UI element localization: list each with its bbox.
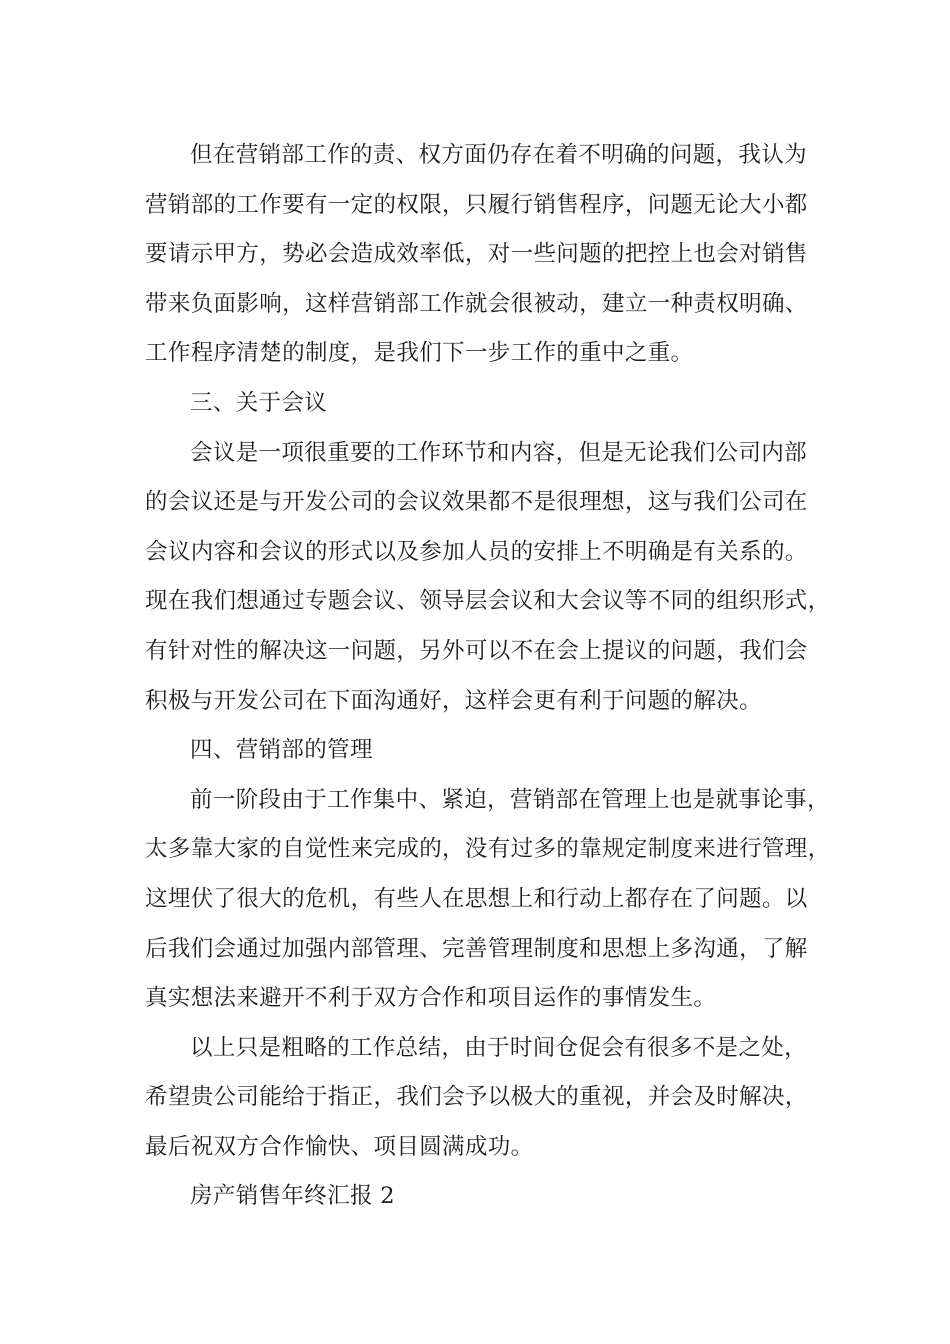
heading-text: 四、营销部的管理 bbox=[190, 737, 373, 764]
text-line: 后我们会通过加强内部管理、完善管理制度和思想上多沟通，了解 bbox=[145, 935, 808, 962]
text-line: 太多靠大家的自觉性来完成的，没有过多的靠规定制度来进行管理， bbox=[145, 836, 831, 863]
text-line: 要请示甲方，势必会造成效率低，对一些问题的把控上也会对销售 bbox=[145, 241, 808, 268]
text-line: 积极与开发公司在下面沟通好，这样会更有利于问题的解决。 bbox=[145, 687, 762, 714]
section-heading-report-2 bbox=[145, 1172, 825, 1222]
text-line: 前一阶段由于工作集中、紧迫，营销部在管理上也是就事论事， bbox=[190, 786, 830, 813]
paragraph-meetings bbox=[145, 429, 831, 727]
paragraph-management bbox=[145, 776, 831, 1024]
text-line: 以上只是粗略的工作总结，由于时间仓促会有很多不是之处， bbox=[190, 1034, 807, 1061]
text-line: 会议内容和会议的形式以及参加人员的安排上不明确是有关系的。 bbox=[145, 538, 808, 565]
text-line: 最后祝双方合作愉快、项目圆满成功。 bbox=[145, 1133, 534, 1160]
text-line: 这埋伏了很大的危机，有些人在思想上和行动上都存在了问题。以 bbox=[145, 885, 808, 912]
text-line: 带来负面影响，这样营销部工作就会很被动，建立一种责权明确、 bbox=[145, 290, 808, 317]
text-line: 真实想法来避开不利于双方合作和项目运作的事情发生。 bbox=[145, 985, 717, 1012]
paragraph-responsibilities bbox=[145, 131, 825, 379]
text-line: 工作程序清楚的制度，是我们下一步工作的重中之重。 bbox=[145, 340, 694, 367]
section-heading-meetings bbox=[145, 379, 825, 429]
text-line: 的会议还是与开发公司的会议效果都不是很理想，这与我们公司在 bbox=[145, 489, 808, 516]
document-body bbox=[145, 131, 831, 1222]
text-line: 营销部的工作要有一定的权限，只履行销售程序，问题无论大小都 bbox=[145, 191, 808, 218]
text-line: 希望贵公司能给于指正，我们会予以极大的重视，并会及时解决， bbox=[145, 1084, 808, 1111]
text-line: 有针对性的解决这一问题，另外可以不在会上提议的问题，我们会 bbox=[145, 637, 808, 664]
text-line: 现在我们想通过专题会议、领导层会议和大会议等不同的组织形式， bbox=[145, 588, 831, 615]
text-line: 但在营销部工作的责、权方面仍存在着不明确的问题，我认为 bbox=[190, 142, 807, 168]
paragraph-conclusion bbox=[145, 1024, 825, 1173]
text-line: 会议是一项很重要的工作环节和内容，但是无论我们公司内部 bbox=[190, 439, 807, 466]
section-heading-management bbox=[145, 726, 825, 776]
heading-text: 房产销售年终汇报 2 bbox=[190, 1183, 395, 1210]
heading-text: 三、关于会议 bbox=[190, 389, 328, 416]
